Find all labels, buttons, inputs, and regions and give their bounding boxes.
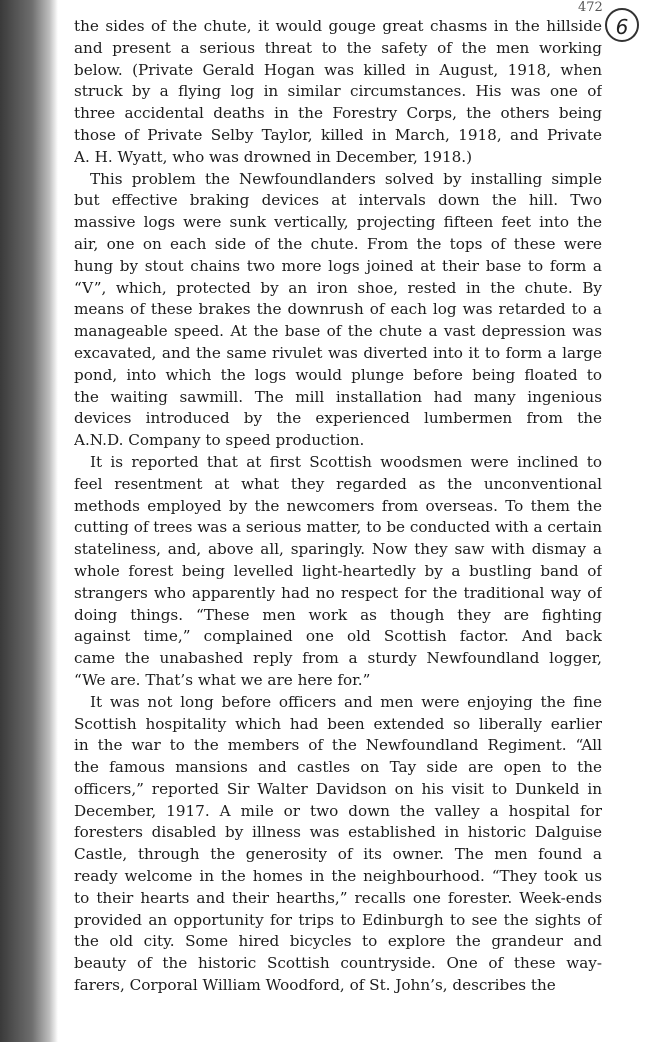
text-line: A. H. Wyatt, who was drowned in December, 1918.): [74, 147, 473, 166]
text-line: feel resentment at what they regarded as the unconventional: [74, 474, 602, 493]
text-line: whole forest being levelled light-heartedly by a bustling band of: [74, 561, 602, 580]
text-line: three accidental deaths in the Forestry Corps, the others being: [74, 104, 602, 123]
text-line: air, one on each side of the chute. From the tops of these were: [74, 234, 602, 253]
text-line: This problem the Newfoundlanders solved by installing simple: [90, 169, 602, 188]
text-line: methods employed by the newcomers from overseas. To them the: [74, 496, 602, 515]
text-line: Castle, through the generosity of its owner. The men found a: [74, 845, 602, 864]
text-line: “V”, which, protected by an iron shoe, rested in the chute. By: [74, 278, 602, 297]
text-line: in the war to the members of the Newfoundland Regiment. “All: [74, 736, 602, 755]
text-line: It was not long before officers and men were enjoying the fine: [90, 692, 602, 711]
text-line: pond, into which the logs would plunge before being floated to: [74, 365, 602, 384]
paragraph: [74, 692, 602, 997]
text-line: farers, Corporal William Woodford, of St. John’s, describes the: [74, 976, 556, 995]
body-text: [74, 16, 602, 997]
page-edge-shadow: [0, 0, 58, 1042]
text-line: but effective braking devices at intervals down the hill. Two: [74, 191, 602, 210]
paragraph: [74, 452, 602, 692]
text-line: hung by stout chains two more logs joined at their base to form a: [74, 256, 602, 275]
text-line: Scottish hospitality which had been extended so liberally earlier: [74, 714, 602, 733]
page-number: 472: [578, 0, 603, 15]
text-line: beauty of the historic Scottish countryside. One of these way-: [74, 954, 602, 973]
text-line: cutting of trees was a serious matter, to be conducted with a certain: [74, 518, 602, 537]
text-line: “We are. That’s what we are here for.”: [74, 670, 371, 689]
text-line: officers,” reported Sir Walter Davidson on his visit to Dunkeld in: [74, 779, 602, 798]
text-line: excavated, and the same rivulet was diverted into it to form a large: [74, 343, 602, 362]
text-line: provided an opportunity for trips to Edinburgh to see the sights of: [74, 910, 602, 929]
handwritten-circled-number: 6: [605, 8, 639, 42]
text-line: means of these brakes the downrush of each log was retarded to a: [74, 300, 602, 319]
text-line: came the unabashed reply from a sturdy Newfoundland logger,: [74, 649, 602, 668]
text-line: to their hearts and their hearths,” recalls one forester. Week-ends: [74, 888, 602, 907]
text-line: the famous mansions and castles on Tay side are open to the: [74, 758, 602, 777]
text-line: massive logs were sunk vertically, projecting fifteen feet into the: [74, 213, 602, 232]
paragraph: [74, 16, 602, 169]
text-line: It is reported that at first Scottish woodsmen were inclined to: [90, 452, 602, 471]
text-line: below. (Private Gerald Hogan was killed in August, 1918, when: [74, 60, 602, 79]
text-line: those of Private Selby Taylor, killed in March, 1918, and Private: [74, 125, 602, 144]
text-line: struck by a flying log in similar circumstances. His was one of: [74, 82, 602, 101]
text-line: against time,” complained one old Scottish factor. And back: [74, 627, 602, 646]
text-line: devices introduced by the experienced lumbermen from the: [74, 409, 602, 428]
text-line: manageable speed. At the base of the chute a vast depression was: [74, 322, 602, 341]
text-line: stateliness, and, above all, sparingly. Now they saw with dismay a: [74, 540, 602, 559]
text-line: and present a serious threat to the safety of the men working: [74, 38, 602, 57]
text-line: ready welcome in the homes in the neighbourhood. “They took us: [74, 867, 602, 886]
text-line: strangers who apparently had no respect for the traditional way of: [74, 583, 602, 602]
text-line: the sides of the chute, it would gouge great chasms in the hillside: [74, 17, 602, 35]
text-line: the waiting sawmill. The mill installation had many ingenious: [74, 387, 602, 406]
text-line: the old city. Some hired bicycles to explore the grandeur and: [74, 932, 602, 951]
text-line: A.N.D. Company to speed production.: [74, 431, 365, 450]
paragraph: [74, 169, 602, 452]
text-line: December, 1917. A mile or two down the valley a hospital for: [74, 801, 602, 820]
text-line: foresters disabled by illness was established in historic Dalguise: [74, 823, 602, 842]
text-line: doing things. “These men work as though they are fighting: [74, 605, 602, 624]
